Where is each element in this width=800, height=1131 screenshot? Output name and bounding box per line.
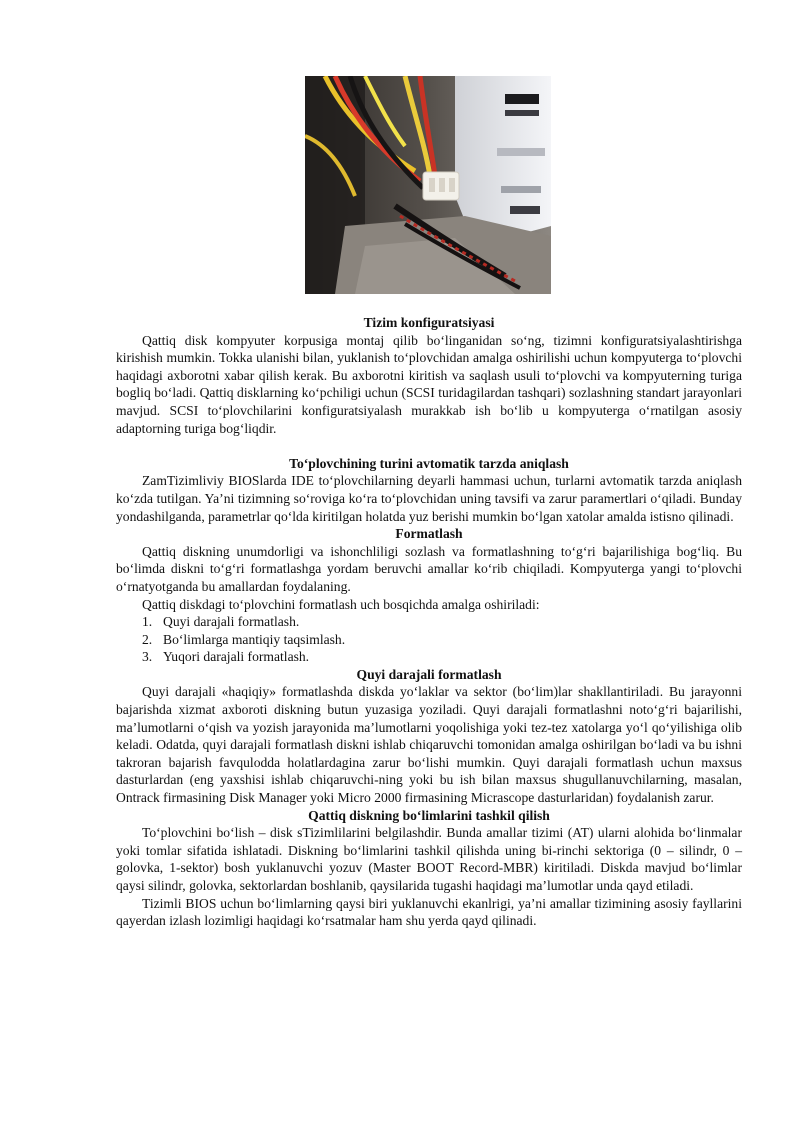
section-title-low-level-formatting: Quyi darajali formatlash	[356, 666, 502, 682]
list-text: Yuqori darajali formatlash.	[163, 649, 310, 665]
paragraph: Tizimli BIOS uchun bo‘limlarning qaysi biri yuklanuvchi ekanlrigi, ya’ni amallar tizimining asosiy fayllarini qayerdan izlash lozimligi haqidagi ko‘rsatmalar ham shu yerda qayd qilinadi.	[116, 895, 742, 929]
paragraph: Qattiq diskning unumdorligi va ishonchliligi sozlash va formatlashning to‘g‘ri bajarilishiga bog‘liq. Bu bo‘limda diskni to‘g‘ri formatlashga yordam beruvchi amallar ko‘rib chiqiladi. Kompyuterga yangi to‘plovchi o‘rnatyotganda bu amallardan foydalaning.	[116, 543, 742, 594]
paragraph: Qattiq diskdagi to‘plovchini formatlash uch bosqichda amalga oshiriladi:	[142, 596, 540, 612]
list-number: 3.	[142, 649, 153, 665]
list-number: 1.	[142, 614, 153, 630]
hard-drive-photo	[305, 76, 551, 294]
paragraph: Qattiq disk kompyuter korpusiga montaj qilib bo‘linganidan so‘ng, tizimni konfiguratsiyalashtirishga kirishish mumkin. Tokka ulanishi bilan, yuklanish to‘plovchidan amalga oshirilishi uchun kompyuterga to‘plovchi haqidagi axborotni xabar qilish kerak. Bu axborotni kiritish va saqlash usuli to‘plovchi va kompyuterning turiga bogliq bo‘ladi. Qattiq disklarning ko‘pchiligi uchun (SCSI turidagilardan tashqari) sozlashning standart jarayonlari mavjud. SCSI to‘plovchilarini konfiguratsiyalash murakkab ish bo‘lib u kompyuterga o‘rnatilgan asosiy adaptorning turiga bog‘liqdir.	[116, 332, 742, 436]
paragraph: Quyi darajali «haqiqiy» formatlashda diskda yo‘laklar va sektor (bo‘lim)lar shakllantiriladi. Bu jarayonni bajarishda xizmat axboroti diskning butun yuzasiga yoziladi. Quyi darajali formatlashni noto‘g‘ri bajarilishi, ma’lumotlarni o‘qish va yozish jarayonida ma’lumotlarni yoqolishiga yoki tez-tez xatolarga yo‘l qo‘yilishiga olib keladi. Odatda, quyi darajali formatlash diskni ishlab chiqaruvchi tomonidan amalga oshirilgan bo‘ladi va bu ishni takroran bajarish favqulodda holatlardagina zarur bo‘lishi mumkin. Quyi darajali formatlash uchun maxsus dasturlardan (eng yaxshisi ishlab chiqaruvchi-ning yoki bu ish bilan maxsus shugullanuvchilarning, masalan, Ontrack firmasining Disk Manager yoki Micro 2000 firmasining Micrascope dasturlaridan) foydalanish zarur.	[116, 684, 742, 806]
list-number: 2.	[142, 631, 153, 647]
list-text: Bo‘limlarga mantiqiy taqsimlash.	[163, 631, 346, 647]
list-item	[116, 631, 742, 649]
list-item	[116, 648, 742, 666]
paragraph: ZamTizimliviy BIOSlarda IDE to‘plovchilarning deyarli hammasi uchun, turlarni avtomatik tarzda aniqlash ko‘zda tutilgan. Ya’ni tizimning so‘roviga ko‘ra to‘plovchidan uning tavsifi va zarur paramertlari o‘qiladi. Bunday yondashilganda, parametrlar qo‘lda kiritilgan holatda yuz berishi mumkin bo‘lgan xatolar amalda istisno qilinadi.	[116, 473, 742, 524]
computer-cables-image	[305, 76, 551, 294]
list-item	[116, 613, 742, 631]
document-body	[116, 314, 742, 930]
paragraph: To‘plovchini bo‘lish – disk sTizimlilarini belgilashdir. Bunda amallar tizimi (AT) ularni alohida bo‘linmalar yoki tomlar sifatida ishlatadi. Diskning bo‘limlarini tashkil qilishda uning bi-rinchi sektoriga (0 – silindr, 0 – golovka, 1-sektor) bosh yuklanuvchi yozuv (Master BOOT Record-MBR) kiritiladi. Diskda mavjud bo‘limlar qaysi silindr, golovka, sektorlardan boshlanib, qaysilarida tugashi haqidagi ma’lumotlar unda qayd etiladi.	[116, 825, 742, 893]
section-title-formatting: Formatlash	[395, 526, 463, 542]
section-title-partitioning: Qattiq diskning bo‘limlarini tashkil qilish	[308, 807, 550, 823]
section-title-auto-detection: To‘plovchining turini avtomatik tarzda aniqlash	[289, 455, 569, 471]
formatting-steps-list	[116, 613, 742, 666]
section-title-system-configuration: Tizim konfiguratsiyasi	[363, 315, 495, 330]
list-text: Quyi darajali formatlash.	[163, 614, 300, 630]
